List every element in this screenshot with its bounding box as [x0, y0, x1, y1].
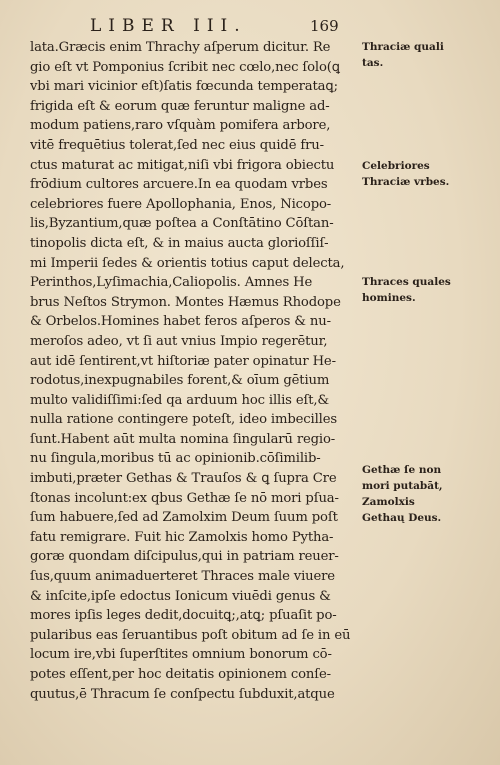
text-line: modum patiens,raro vſquàm pomifera arbore,	[30, 118, 331, 134]
running-head	[60, 14, 360, 36]
book-title: LIBER III.	[90, 16, 247, 36]
margin-note: mori putabāt,	[362, 480, 443, 492]
text-line: fatu remigrare. Fuit hic Zamolxis homo Pytha-	[30, 529, 334, 545]
text-line: goræ quondam diſcipulus,qui in patriam reuer-	[30, 549, 339, 565]
text-line: ſunt.Habent aūt multa nomina ſingularū regio-	[30, 431, 336, 447]
text-line: lata.Græcis enim Thrachy aſperum dicitur. Re	[30, 40, 331, 55]
text-line: tinopolis dicta eſt, & in maius aucta glorioſſiſ-	[30, 235, 329, 251]
text-line: ctus maturat ac mitigat,niſi vbi frigora obiectu	[30, 157, 335, 173]
text-line: brus Neſtos Strymon. Montes Hæmus Rhodope	[30, 294, 341, 310]
margin-note: Thraciæ vrbes.	[362, 176, 450, 188]
text-line: ſtonas incolunt:ex qbus Gethæ ſe nō mori pſua-	[30, 490, 339, 506]
text-line: quutus,ē Thracum ſe conſpectu ſubduxit,atque	[30, 686, 335, 702]
text-line: locum ire,vbi ſuperſtites omnium bonorum cō-	[30, 647, 332, 663]
margin-note: Thraces quales	[362, 276, 451, 288]
text-line: ſum habuere,ſed ad Zamolxim Deum ſuum poſt	[30, 510, 338, 526]
body-text	[30, 38, 360, 704]
margin-note: tas.	[362, 57, 384, 69]
text-line: vbi mari vicinior eſt)ſatis fœcunda temperataꝗ;	[30, 79, 338, 95]
text-line: celebriores fuere Apollophania, Enos, Nicopo-	[30, 196, 332, 212]
text-line: mores ipſis leges dedit,docuitꝗ;,atꝗ; pſuaſit po-	[30, 608, 337, 624]
text-line: & Orbelos.Homines habet feros aſperos & nu-	[30, 314, 331, 330]
margin-note: Celebriores	[362, 160, 430, 172]
margin-note: Zamolxis	[362, 496, 415, 508]
text-line: frigida eſt & eorum quæ feruntur maligne ad-	[30, 98, 330, 114]
text-line: gio eſt vt Pomponius ſcribit nec cœlo,nec ſolo(ꝗ	[30, 59, 340, 75]
text-line: nu ſingula,moribus tū ac opinionib.cōſimilib-	[30, 451, 321, 467]
text-line: vitē frequētius tolerat,ſed nec eius quidē fru-	[30, 137, 324, 153]
text-line: frōdium cultores arcuere.In ea quodam vrbes	[30, 177, 328, 193]
margin-note: homines.	[362, 292, 416, 304]
margin-note: Thraciæ quali	[362, 41, 444, 53]
text-line: nulla ratione contingere poteſt, ideo imbecilles	[30, 412, 337, 428]
text-line: Perinthos,Lyſimachia,Caliopolis. Amnes He	[30, 275, 313, 291]
margin-note: Gethæ ſe non	[362, 464, 442, 476]
text-line: rodotus,inexpugnabiles forent,& oīum gētium	[30, 373, 330, 389]
text-line: ſus,quum animaduerteret Thraces male viuere	[30, 569, 335, 585]
margin-note: Gethaų Deus.	[362, 512, 442, 524]
text-line: & inſcite,ipſe edoctus Ionicum viuēdi genus &	[30, 588, 331, 604]
text-line: lis,Byzantium,quæ poſtea a Conſtātino Cōſtan-	[30, 216, 334, 232]
text-line: mi Imperii ſedes & orientis totius caput delecta,	[30, 255, 345, 271]
text-line: meroſos adeo, vt ſi aut vnius Impio regerētur,	[30, 333, 328, 349]
page-number: 169	[310, 17, 339, 35]
text-line: pularibus eas ſeruantibus poſt obitum ad ſe in eū	[30, 627, 351, 643]
text-line: potes eſſent,per hoc deitatis opinionem conſe-	[30, 667, 331, 682]
text-line: multo validiſſimi:ſed qa arduum hoc illis eſt,&	[30, 392, 330, 408]
text-line: aut idē ſentirent,vt hiſtoriæ pater opinatur He-	[30, 353, 336, 369]
text-line: imbuti,præter Gethas & Trauſos & ꝗ ſupra Cre	[30, 471, 337, 487]
